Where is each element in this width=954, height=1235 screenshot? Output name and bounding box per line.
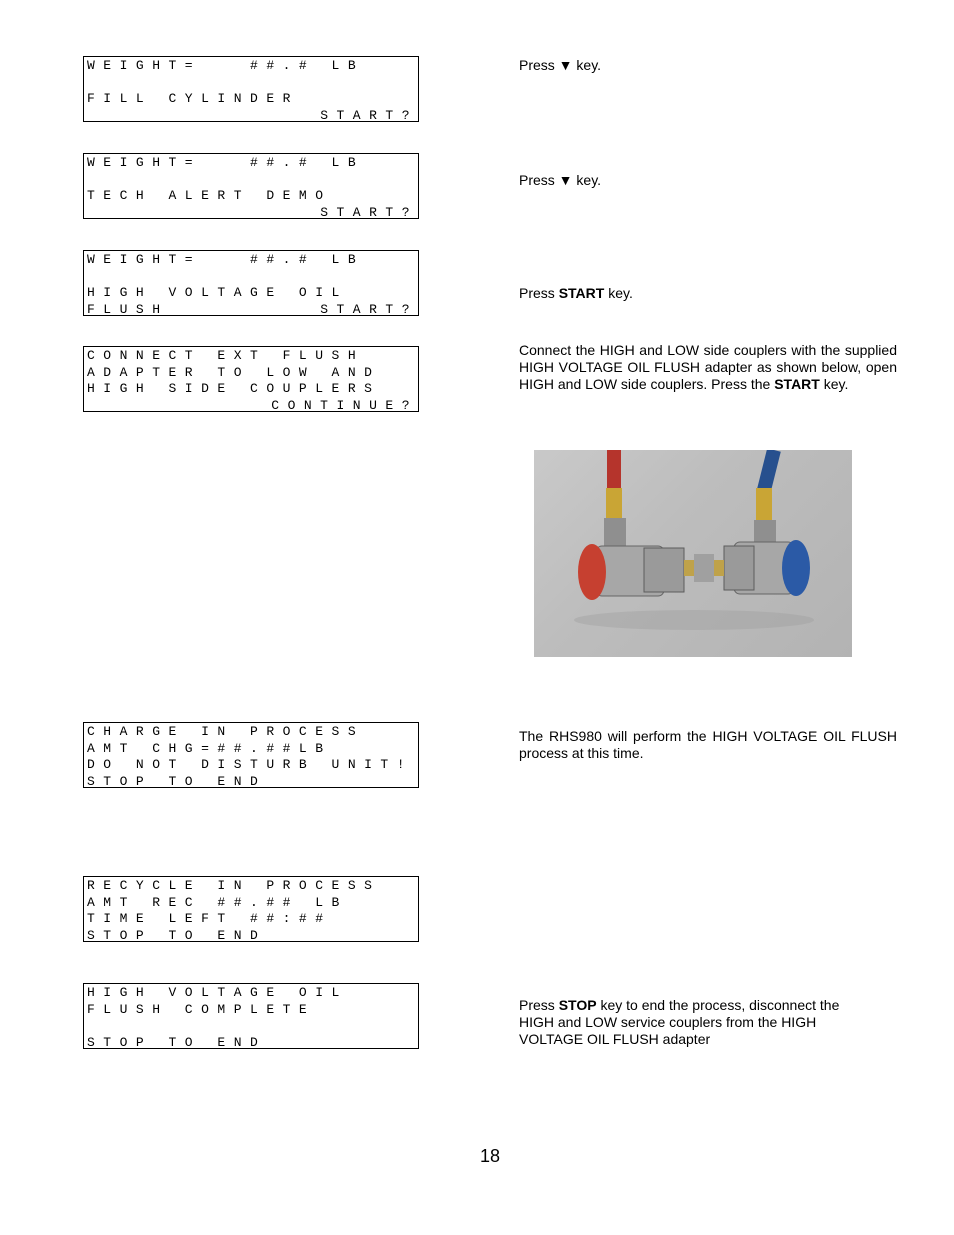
lcd-line: DO NOT DISTURB UNIT! — [87, 757, 414, 772]
lcd-screen-flush-complete — [83, 983, 419, 1049]
lcd-screen-charge-in-process — [83, 722, 419, 788]
lcd-screen-tech-alert-demo — [83, 153, 419, 219]
lcd-line: FLUSH COMPLETE — [87, 1001, 316, 1017]
instruction-press-down-2: Press ▼ key. — [519, 172, 602, 188]
instruction-connect-couplers: Connect the HIGH and LOW side couplers with the supplied HIGH VOLTAGE OIL FLUSH adapter as shown below, open HIGH and LOW side couplers. Press the START key. — [519, 342, 897, 392]
lcd-line: ADAPTER TO LOW AND — [87, 364, 381, 380]
lcd-line: AMT CHG=##.##LB — [87, 740, 332, 756]
coupler-adapter-photo — [534, 450, 852, 657]
lcd-line: TIME LEFT ##:## — [87, 911, 332, 926]
lcd-line: FLUSH — [87, 301, 169, 317]
lcd-screen-recycle-in-process — [83, 876, 419, 942]
lcd-line: HIGH VOLTAGE OIL — [87, 285, 348, 300]
lcd-prompt: START? — [320, 204, 418, 220]
instruction-press-start: Press START key. — [519, 285, 633, 301]
instruction-press-down-1: Press ▼ key. — [519, 57, 602, 73]
page-number: 18 — [479, 1146, 501, 1166]
lcd-line: HIGH SIDE COUPLERS — [87, 381, 381, 396]
lcd-line: CHARGE IN PROCESS — [87, 724, 365, 739]
lcd-line: STOP TO END — [87, 1034, 267, 1050]
lcd-line: FILL CYLINDER — [87, 91, 299, 106]
lcd-prompt: CONTINUE? — [271, 397, 418, 413]
lcd-screen-fill-cylinder — [83, 56, 419, 122]
lcd-line: STOP TO END — [87, 927, 267, 943]
lcd-line: AMT REC ##.## LB — [87, 894, 348, 910]
instruction-press-stop: Press STOP key to end the process, disconnect the HIGH and LOW service couplers from the HIGH VOLTAGE OIL FLUSH adapter — [519, 997, 840, 1047]
lcd-line: TECH ALERT DEMO — [87, 188, 332, 203]
lcd-screen-connect-adapter — [83, 346, 419, 412]
lcd-prompt: START? — [320, 301, 418, 317]
lcd-line: CONNECT EXT FLUSH — [87, 348, 365, 363]
lcd-line: RECYCLE IN PROCESS — [87, 878, 381, 893]
lcd-prompt: START? — [320, 107, 418, 123]
lcd-line: WEIGHT= ##.# LB — [87, 155, 365, 170]
lcd-line: WEIGHT= ##.# LB — [87, 58, 365, 73]
lcd-line: STOP TO END — [87, 773, 267, 789]
lcd-line: HIGH VOLTAGE OIL — [87, 985, 348, 1000]
coupler-adapter-illustration — [534, 450, 852, 657]
lcd-screen-high-voltage-oil-flush — [83, 250, 419, 316]
instruction-perform-flush: The RHS980 will perform the HIGH VOLTAGE OIL FLUSH process at this time. — [519, 728, 897, 761]
lcd-line: WEIGHT= ##.# LB — [87, 252, 365, 267]
